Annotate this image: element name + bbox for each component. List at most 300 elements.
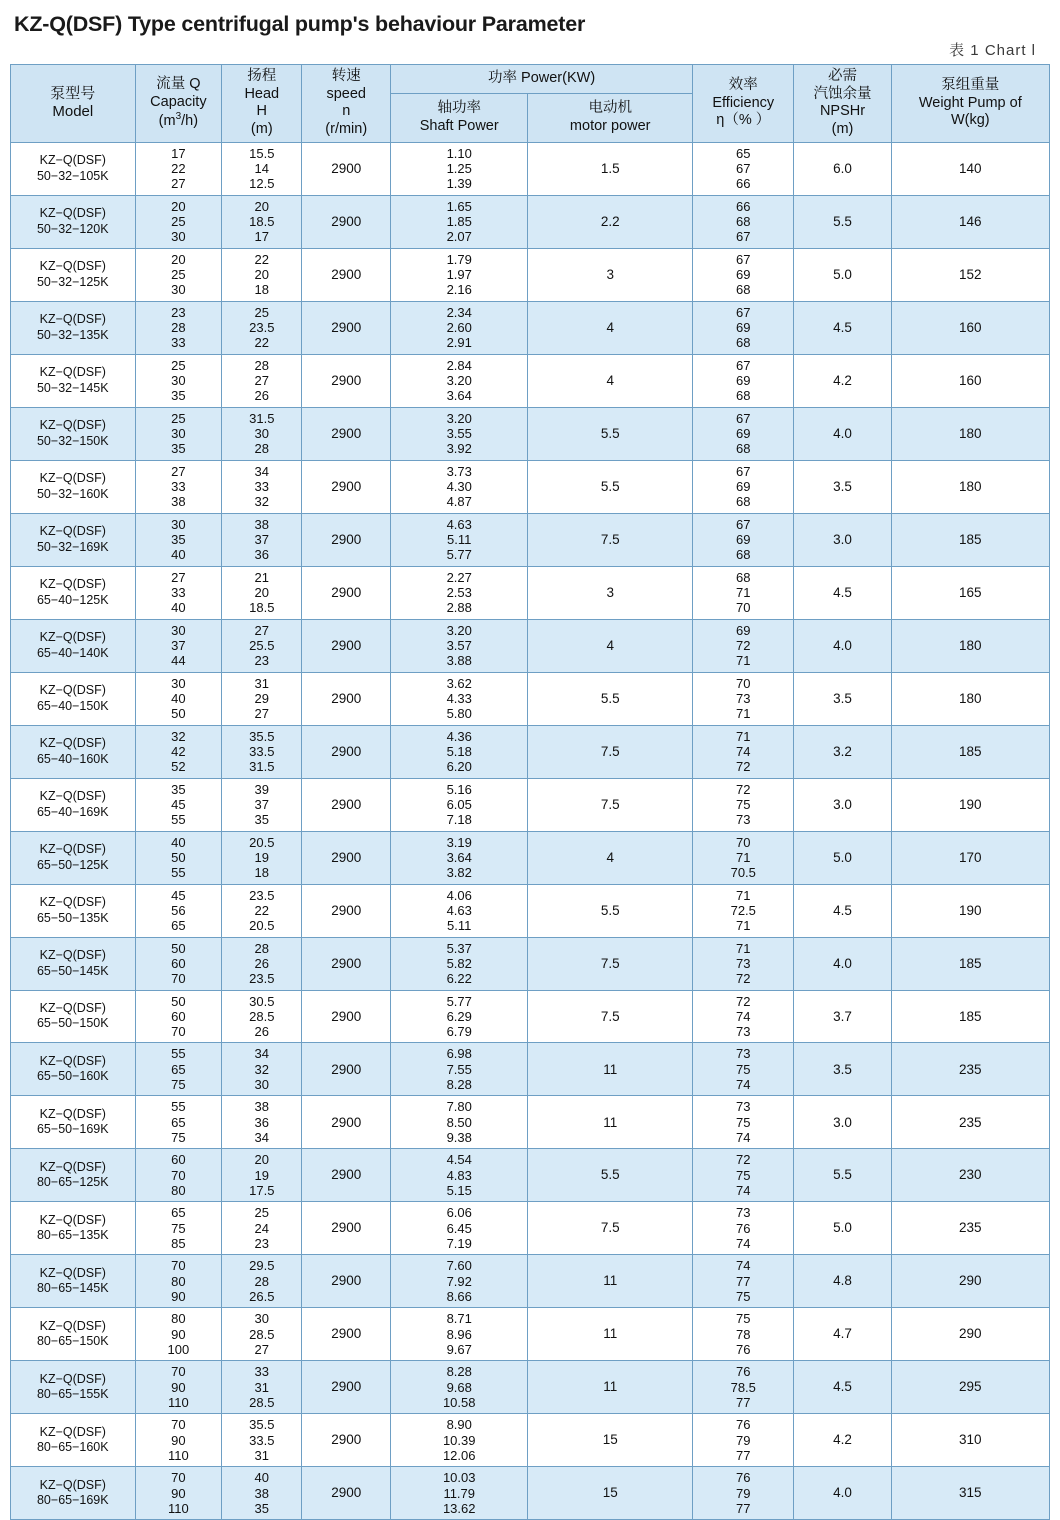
- cell-speed: 2900: [302, 513, 391, 566]
- chart-caption: 表 1 Chart l: [949, 42, 1036, 59]
- cell-efficiency-value: 67: [736, 357, 751, 373]
- cell-head: [222, 354, 302, 407]
- cell-motor-power: 4: [528, 301, 693, 354]
- cell-efficiency-value: 73: [736, 1046, 751, 1062]
- cell-model-value: KZ−Q(DSF): [39, 471, 106, 486]
- cell-model-value: 50−32−105K: [36, 168, 109, 183]
- cell-motor-power: 3: [528, 248, 693, 301]
- cell-shaft-power-value: 10.58: [442, 1395, 476, 1411]
- cell-shaft-power: [391, 301, 528, 354]
- cell-capacity-value: 60: [171, 1008, 186, 1024]
- cell-efficiency-value: 77: [736, 1501, 751, 1517]
- table-row: [11, 672, 1050, 725]
- cell-speed: 2900: [302, 195, 391, 248]
- cell-speed: 2900: [302, 248, 391, 301]
- cell-efficiency-value: 68: [736, 547, 751, 563]
- table-row: [11, 301, 1050, 354]
- cell-capacity-value: 33: [171, 584, 186, 600]
- cell-model: [11, 1414, 136, 1467]
- cell-speed: 2900: [302, 1414, 391, 1467]
- cell-model-value: KZ−Q(DSF): [39, 1265, 106, 1280]
- cell-capacity-value: 52: [171, 759, 186, 775]
- cell-efficiency: [693, 1467, 794, 1520]
- cell-speed: 2900: [302, 1043, 391, 1096]
- cell-efficiency-value: 71: [736, 706, 751, 722]
- cell-weight: 230: [891, 1149, 1049, 1202]
- cell-head: [222, 1202, 302, 1255]
- cell-head-value: 20.5: [249, 834, 275, 850]
- cell-head-value: 20: [254, 198, 270, 214]
- cell-efficiency-value: 76: [736, 1342, 751, 1358]
- cell-capacity-value: 65: [171, 1114, 186, 1130]
- cell-efficiency-value: 69: [736, 531, 751, 547]
- cell-shaft-power: [391, 407, 528, 460]
- table-row: [11, 831, 1050, 884]
- cell-efficiency-value: 71: [736, 887, 751, 903]
- cell-efficiency: [693, 1202, 794, 1255]
- cell-shaft-power-value: 3.55: [446, 426, 472, 441]
- cell-speed: 2900: [302, 1149, 391, 1202]
- cell-shaft-power: [391, 619, 528, 672]
- cell-head-value: 25: [254, 1205, 270, 1221]
- cell-model: [11, 354, 136, 407]
- cell-efficiency-value: 67: [736, 304, 751, 320]
- cell-model-value: 80−65−169K: [36, 1493, 109, 1508]
- cell-head-value: 28: [254, 940, 270, 956]
- table-row: [11, 354, 1050, 407]
- cell-shaft-power: [391, 884, 528, 937]
- cell-head-value: 21: [254, 569, 270, 585]
- col-header-npshr-cn2: 汽蚀余量: [813, 85, 872, 102]
- cell-efficiency-value: 73: [736, 1024, 751, 1040]
- cell-efficiency-value: 72: [736, 993, 751, 1009]
- cell-shaft-power: [391, 1255, 528, 1308]
- cell-shaft-power-value: 5.11: [447, 531, 472, 547]
- cell-npshr: 4.2: [794, 1414, 891, 1467]
- cell-capacity-value: 45: [171, 887, 186, 903]
- cell-capacity: [135, 619, 222, 672]
- cell-model: [11, 937, 136, 990]
- cell-model: [11, 195, 136, 248]
- cell-model-value: KZ−Q(DSF): [39, 629, 106, 644]
- cell-npshr: 3.0: [794, 1096, 891, 1149]
- cell-head-value: 34: [254, 1046, 270, 1062]
- cell-model: [11, 778, 136, 831]
- cell-head-value: 20: [254, 584, 270, 600]
- cell-model-value: 65−50−160K: [36, 1069, 109, 1084]
- cell-npshr: 4.0: [794, 1467, 891, 1520]
- cell-capacity-value: 30: [171, 229, 186, 245]
- col-header-npshr-unit: (m): [831, 121, 854, 138]
- cell-shaft-power-value: 6.45: [446, 1220, 472, 1236]
- cell-capacity-value: 38: [171, 494, 186, 510]
- cell-head-value: 29: [254, 690, 270, 706]
- cell-motor-power: 15: [528, 1414, 693, 1467]
- col-header-efficiency-cn: 效率: [728, 76, 758, 93]
- cell-head-value: 28.5: [249, 1395, 275, 1411]
- cell-efficiency-value: 72: [736, 637, 751, 653]
- cell-weight: 160: [891, 301, 1049, 354]
- cell-speed: 2900: [302, 1308, 391, 1361]
- cell-efficiency: [693, 301, 794, 354]
- cell-efficiency-value: 68: [736, 388, 751, 404]
- cell-shaft-power-value: 2.91: [446, 335, 472, 351]
- cell-motor-power: 4: [528, 619, 693, 672]
- cell-capacity: [135, 301, 222, 354]
- cell-capacity: [135, 990, 222, 1043]
- cell-head-value: 12.5: [249, 176, 275, 192]
- cell-capacity-value: 33: [171, 335, 186, 351]
- cell-model-value: KZ−Q(DSF): [39, 788, 106, 803]
- cell-shaft-power: [391, 248, 528, 301]
- cell-shaft-power-value: 2.60: [446, 320, 472, 336]
- cell-head: [222, 778, 302, 831]
- cell-speed: 2900: [302, 354, 391, 407]
- cell-efficiency-value: 70: [736, 600, 751, 616]
- cell-efficiency: [693, 1255, 794, 1308]
- cell-capacity-value: 44: [171, 653, 186, 669]
- cell-speed: 2900: [302, 778, 391, 831]
- cell-efficiency-value: 77: [736, 1273, 751, 1289]
- cell-npshr: 5.5: [794, 195, 891, 248]
- cell-motor-power: 11: [528, 1043, 693, 1096]
- cell-weight: 185: [891, 513, 1049, 566]
- cell-capacity-value: 70: [171, 1167, 186, 1183]
- cell-efficiency-value: 74: [736, 1077, 751, 1093]
- cell-efficiency-value: 75: [736, 1289, 751, 1305]
- cell-shaft-power-value: 6.20: [446, 759, 472, 775]
- col-header-model: [11, 65, 136, 143]
- cell-motor-power: 4: [528, 831, 693, 884]
- cell-efficiency: [693, 1414, 794, 1467]
- cell-model: [11, 725, 136, 778]
- cell-shaft-power: [391, 1308, 528, 1361]
- cell-weight: 185: [891, 937, 1049, 990]
- cell-speed: 2900: [302, 884, 391, 937]
- cell-model: [11, 1361, 136, 1414]
- cell-npshr: 5.0: [794, 248, 891, 301]
- cell-motor-power: 7.5: [528, 1202, 693, 1255]
- cell-shaft-power: [391, 1202, 528, 1255]
- cell-model-value: KZ−Q(DSF): [39, 259, 106, 274]
- cell-shaft-power: [391, 831, 528, 884]
- cell-model-value: KZ−Q(DSF): [39, 524, 106, 538]
- cell-efficiency-value: 67: [736, 161, 751, 177]
- cell-efficiency-value: 68: [736, 335, 751, 351]
- cell-motor-power: 7.5: [528, 990, 693, 1043]
- cell-shaft-power-value: 3.57: [446, 637, 472, 653]
- cell-shaft-power-value: 7.19: [446, 1236, 472, 1252]
- cell-efficiency-value: 69: [736, 622, 751, 638]
- cell-capacity-value: 70: [171, 1470, 186, 1486]
- cell-efficiency-value: 73: [736, 812, 751, 828]
- cell-shaft-power-value: 5.77: [446, 993, 472, 1009]
- cell-capacity-value: 25: [171, 410, 186, 426]
- cell-model-value: KZ−Q(DSF): [39, 312, 106, 327]
- cell-model: [11, 990, 136, 1043]
- cell-head-value: 31: [254, 1448, 270, 1464]
- cell-head-value: 28: [254, 441, 270, 457]
- table-row: [11, 1255, 1050, 1308]
- cell-motor-power: 11: [528, 1361, 693, 1414]
- cell-head: [222, 1414, 302, 1467]
- cell-shaft-power-value: 7.80: [446, 1099, 472, 1115]
- cell-shaft-power-value: 8.28: [446, 1077, 472, 1093]
- cell-capacity: [135, 566, 222, 619]
- cell-efficiency-value: 76: [736, 1470, 751, 1486]
- cell-efficiency: [693, 778, 794, 831]
- cell-model: [11, 1043, 136, 1096]
- cell-efficiency-value: 72: [736, 759, 751, 775]
- col-header-speed-en: speed: [326, 85, 366, 102]
- cell-efficiency-value: 74: [736, 1236, 751, 1252]
- cell-model-value: 65−40−140K: [36, 645, 109, 660]
- cell-capacity-value: 23: [171, 304, 186, 320]
- cell-shaft-power-value: 1.39: [446, 176, 472, 192]
- cell-capacity-value: 30: [171, 426, 186, 441]
- cell-shaft-power-value: 8.66: [446, 1289, 472, 1305]
- cell-head: [222, 831, 302, 884]
- cell-capacity-value: 30: [171, 282, 186, 298]
- cell-efficiency-value: 70.5: [730, 865, 756, 881]
- cell-npshr: 4.0: [794, 619, 891, 672]
- cell-efficiency-value: 69: [736, 267, 751, 283]
- cell-efficiency-value: 70: [736, 675, 751, 691]
- cell-efficiency: [693, 990, 794, 1043]
- table-row: [11, 1414, 1050, 1467]
- cell-efficiency: [693, 1043, 794, 1096]
- cell-efficiency-value: 72: [736, 971, 751, 987]
- cell-motor-power: 7.5: [528, 725, 693, 778]
- table-row: [11, 884, 1050, 937]
- cell-motor-power: 7.5: [528, 513, 693, 566]
- col-header-shaft-en: Shaft Power: [419, 117, 499, 134]
- cell-capacity-value: 45: [171, 796, 186, 812]
- cell-model-value: KZ−Q(DSF): [39, 1477, 106, 1492]
- col-header-motor-en: motor power: [569, 117, 651, 134]
- cell-weight: 315: [891, 1467, 1049, 1520]
- cell-shaft-power: [391, 725, 528, 778]
- cell-head-value: 28: [254, 357, 270, 373]
- cell-capacity-value: 56: [171, 902, 186, 918]
- cell-efficiency: [693, 195, 794, 248]
- cell-head-value: 27: [254, 622, 270, 638]
- cell-head-value: 28.5: [249, 1326, 275, 1342]
- cell-shaft-power-value: 5.18: [446, 743, 472, 759]
- col-header-weight-en1: Weight Pump of: [918, 94, 1022, 111]
- table-row: [11, 1202, 1050, 1255]
- cell-efficiency: [693, 460, 794, 513]
- cell-motor-power: 4: [528, 354, 693, 407]
- cell-model-value: 50−32−145K: [36, 380, 109, 395]
- cell-weight: 290: [891, 1255, 1049, 1308]
- cell-weight: 190: [891, 778, 1049, 831]
- cell-head: [222, 1467, 302, 1520]
- cell-shaft-power: [391, 1414, 528, 1467]
- cell-npshr: 3.0: [794, 513, 891, 566]
- cell-capacity-value: 17: [171, 145, 186, 161]
- cell-capacity: [135, 195, 222, 248]
- table-row: [11, 566, 1050, 619]
- cell-shaft-power-value: 5.15: [446, 1183, 472, 1199]
- cell-shaft-power-value: 5.80: [446, 706, 472, 722]
- cell-head-value: 38: [254, 1099, 270, 1115]
- cell-capacity-value: 80: [171, 1183, 186, 1199]
- table-row: [11, 778, 1050, 831]
- cell-motor-power: 5.5: [528, 884, 693, 937]
- cell-speed: 2900: [302, 1096, 391, 1149]
- cell-capacity: [135, 672, 222, 725]
- cell-shaft-power: [391, 937, 528, 990]
- cell-capacity-value: 55: [171, 1046, 186, 1062]
- cell-model: [11, 460, 136, 513]
- cell-capacity-value: 40: [171, 600, 186, 616]
- cell-weight: 310: [891, 1414, 1049, 1467]
- cell-motor-power: 5.5: [528, 672, 693, 725]
- col-header-head-cn: 扬程: [247, 68, 277, 84]
- cell-efficiency-value: 69: [736, 373, 751, 389]
- cell-efficiency-value: 75: [736, 1114, 751, 1130]
- cell-model: [11, 142, 136, 195]
- table-row: [11, 1149, 1050, 1202]
- cell-shaft-power-value: 4.63: [446, 516, 472, 532]
- cell-capacity-value: 100: [167, 1342, 190, 1358]
- cell-efficiency-value: 74: [736, 1183, 751, 1199]
- cell-capacity: [135, 1202, 222, 1255]
- cell-capacity-value: 27: [171, 569, 186, 585]
- col-header-head-en: Head: [244, 85, 280, 102]
- cell-shaft-power-value: 1.10: [446, 145, 472, 161]
- cell-model-value: 50−32−120K: [36, 221, 109, 236]
- cell-shaft-power-value: 7.18: [446, 812, 472, 828]
- cell-head-value: 26: [254, 388, 270, 404]
- cell-head-value: 17.5: [249, 1183, 275, 1199]
- cell-capacity-value: 110: [168, 1501, 189, 1517]
- cell-weight: 235: [891, 1096, 1049, 1149]
- table-body: [11, 142, 1050, 1520]
- cell-capacity-value: 50: [171, 993, 186, 1009]
- cell-capacity-value: 90: [171, 1289, 186, 1305]
- cell-model: [11, 1467, 136, 1520]
- cell-head-value: 26: [254, 1024, 270, 1040]
- cell-head: [222, 1043, 302, 1096]
- cell-motor-power: 7.5: [528, 937, 693, 990]
- cell-capacity: [135, 407, 222, 460]
- cell-head: [222, 990, 302, 1043]
- cell-shaft-power-value: 9.38: [446, 1130, 472, 1146]
- cell-head-value: 19: [254, 849, 270, 865]
- cell-shaft-power-value: 5.37: [446, 940, 472, 956]
- cell-shaft-power: [391, 195, 528, 248]
- cell-shaft-power-value: 1.25: [446, 161, 472, 177]
- cell-capacity: [135, 1149, 222, 1202]
- cell-capacity-value: 40: [171, 547, 186, 563]
- cell-capacity-value: 90: [171, 1379, 186, 1395]
- cell-shaft-power-value: 3.88: [446, 653, 472, 669]
- cell-npshr: 4.5: [794, 301, 891, 354]
- cell-model-value: 80−65−155K: [36, 1387, 109, 1402]
- col-header-weight-cn: 泵组重量: [941, 76, 1000, 93]
- cell-npshr: 6.0: [794, 142, 891, 195]
- cell-efficiency-value: 67: [736, 410, 751, 426]
- cell-head-value: 33.5: [249, 1432, 275, 1448]
- cell-head: [222, 1361, 302, 1414]
- cell-capacity: [135, 884, 222, 937]
- col-header-capacity-cn: 流量 Q: [156, 75, 201, 92]
- cell-model: [11, 619, 136, 672]
- table-row: [11, 1308, 1050, 1361]
- cell-shaft-power-value: 4.83: [446, 1167, 472, 1183]
- cell-head-value: 31: [254, 1379, 270, 1395]
- cell-head: [222, 566, 302, 619]
- cell-head-value: 27: [254, 373, 270, 389]
- cell-head-value: 20: [254, 267, 270, 283]
- cell-head-value: 40: [254, 1470, 270, 1486]
- cell-shaft-power-value: 11.79: [443, 1485, 476, 1501]
- cell-capacity-value: 90: [171, 1485, 186, 1501]
- cell-motor-power: 5.5: [528, 460, 693, 513]
- cell-weight: 180: [891, 407, 1049, 460]
- cell-shaft-power-value: 1.97: [446, 267, 472, 283]
- cell-efficiency-value: 77: [736, 1448, 751, 1464]
- cell-motor-power: 5.5: [528, 407, 693, 460]
- cell-model: [11, 1149, 136, 1202]
- cell-capacity-value: 25: [171, 267, 186, 283]
- cell-efficiency-value: 75: [736, 1061, 751, 1077]
- cell-efficiency-value: 71: [736, 849, 751, 865]
- cell-capacity: [135, 248, 222, 301]
- cell-model-value: KZ−Q(DSF): [39, 735, 106, 750]
- cell-capacity-value: 30: [171, 516, 186, 532]
- cell-shaft-power-value: 3.64: [446, 849, 472, 865]
- cell-model-value: 80−65−145K: [36, 1281, 109, 1296]
- cell-efficiency-value: 76: [736, 1220, 751, 1236]
- cell-speed: 2900: [302, 672, 391, 725]
- cell-capacity: [135, 1308, 222, 1361]
- col-header-speed-cn: 转速: [331, 68, 361, 84]
- cell-efficiency-value: 74: [736, 1008, 751, 1024]
- col-header-capacity-unit: $(m^3/h)$: [158, 111, 199, 130]
- cell-weight: 185: [891, 990, 1049, 1043]
- cell-capacity-value: 35: [171, 531, 186, 547]
- cell-head-value: 36: [254, 547, 270, 563]
- cell-efficiency-value: 74: [736, 1258, 751, 1274]
- cell-capacity-value: 35: [171, 441, 186, 457]
- cell-head-value: 24: [254, 1220, 270, 1236]
- cell-capacity: [135, 1043, 222, 1096]
- cell-npshr: 3.5: [794, 672, 891, 725]
- cell-efficiency-value: 76: [736, 1417, 751, 1433]
- cell-shaft-power-value: 3.20: [446, 373, 472, 389]
- cell-capacity: [135, 1255, 222, 1308]
- cell-efficiency-value: 72: [736, 1152, 751, 1168]
- cell-head-value: 37: [254, 531, 270, 547]
- cell-efficiency-value: 66: [736, 198, 751, 214]
- cell-model-value: 65−50−145K: [36, 963, 109, 978]
- cell-head: [222, 1255, 302, 1308]
- cell-model: [11, 407, 136, 460]
- cell-capacity-value: 33: [171, 478, 186, 494]
- cell-model-value: 80−65−135K: [36, 1228, 109, 1243]
- cell-head-value: 26: [254, 955, 270, 971]
- cell-capacity-value: 50: [171, 940, 186, 956]
- cell-head-value: 31.5: [249, 759, 275, 775]
- cell-efficiency-value: 72.5: [730, 902, 756, 918]
- cell-shaft-power-value: 3.19: [446, 834, 472, 850]
- cell-shaft-power: [391, 778, 528, 831]
- cell-efficiency: [693, 672, 794, 725]
- cell-shaft-power-value: 2.53: [446, 584, 472, 600]
